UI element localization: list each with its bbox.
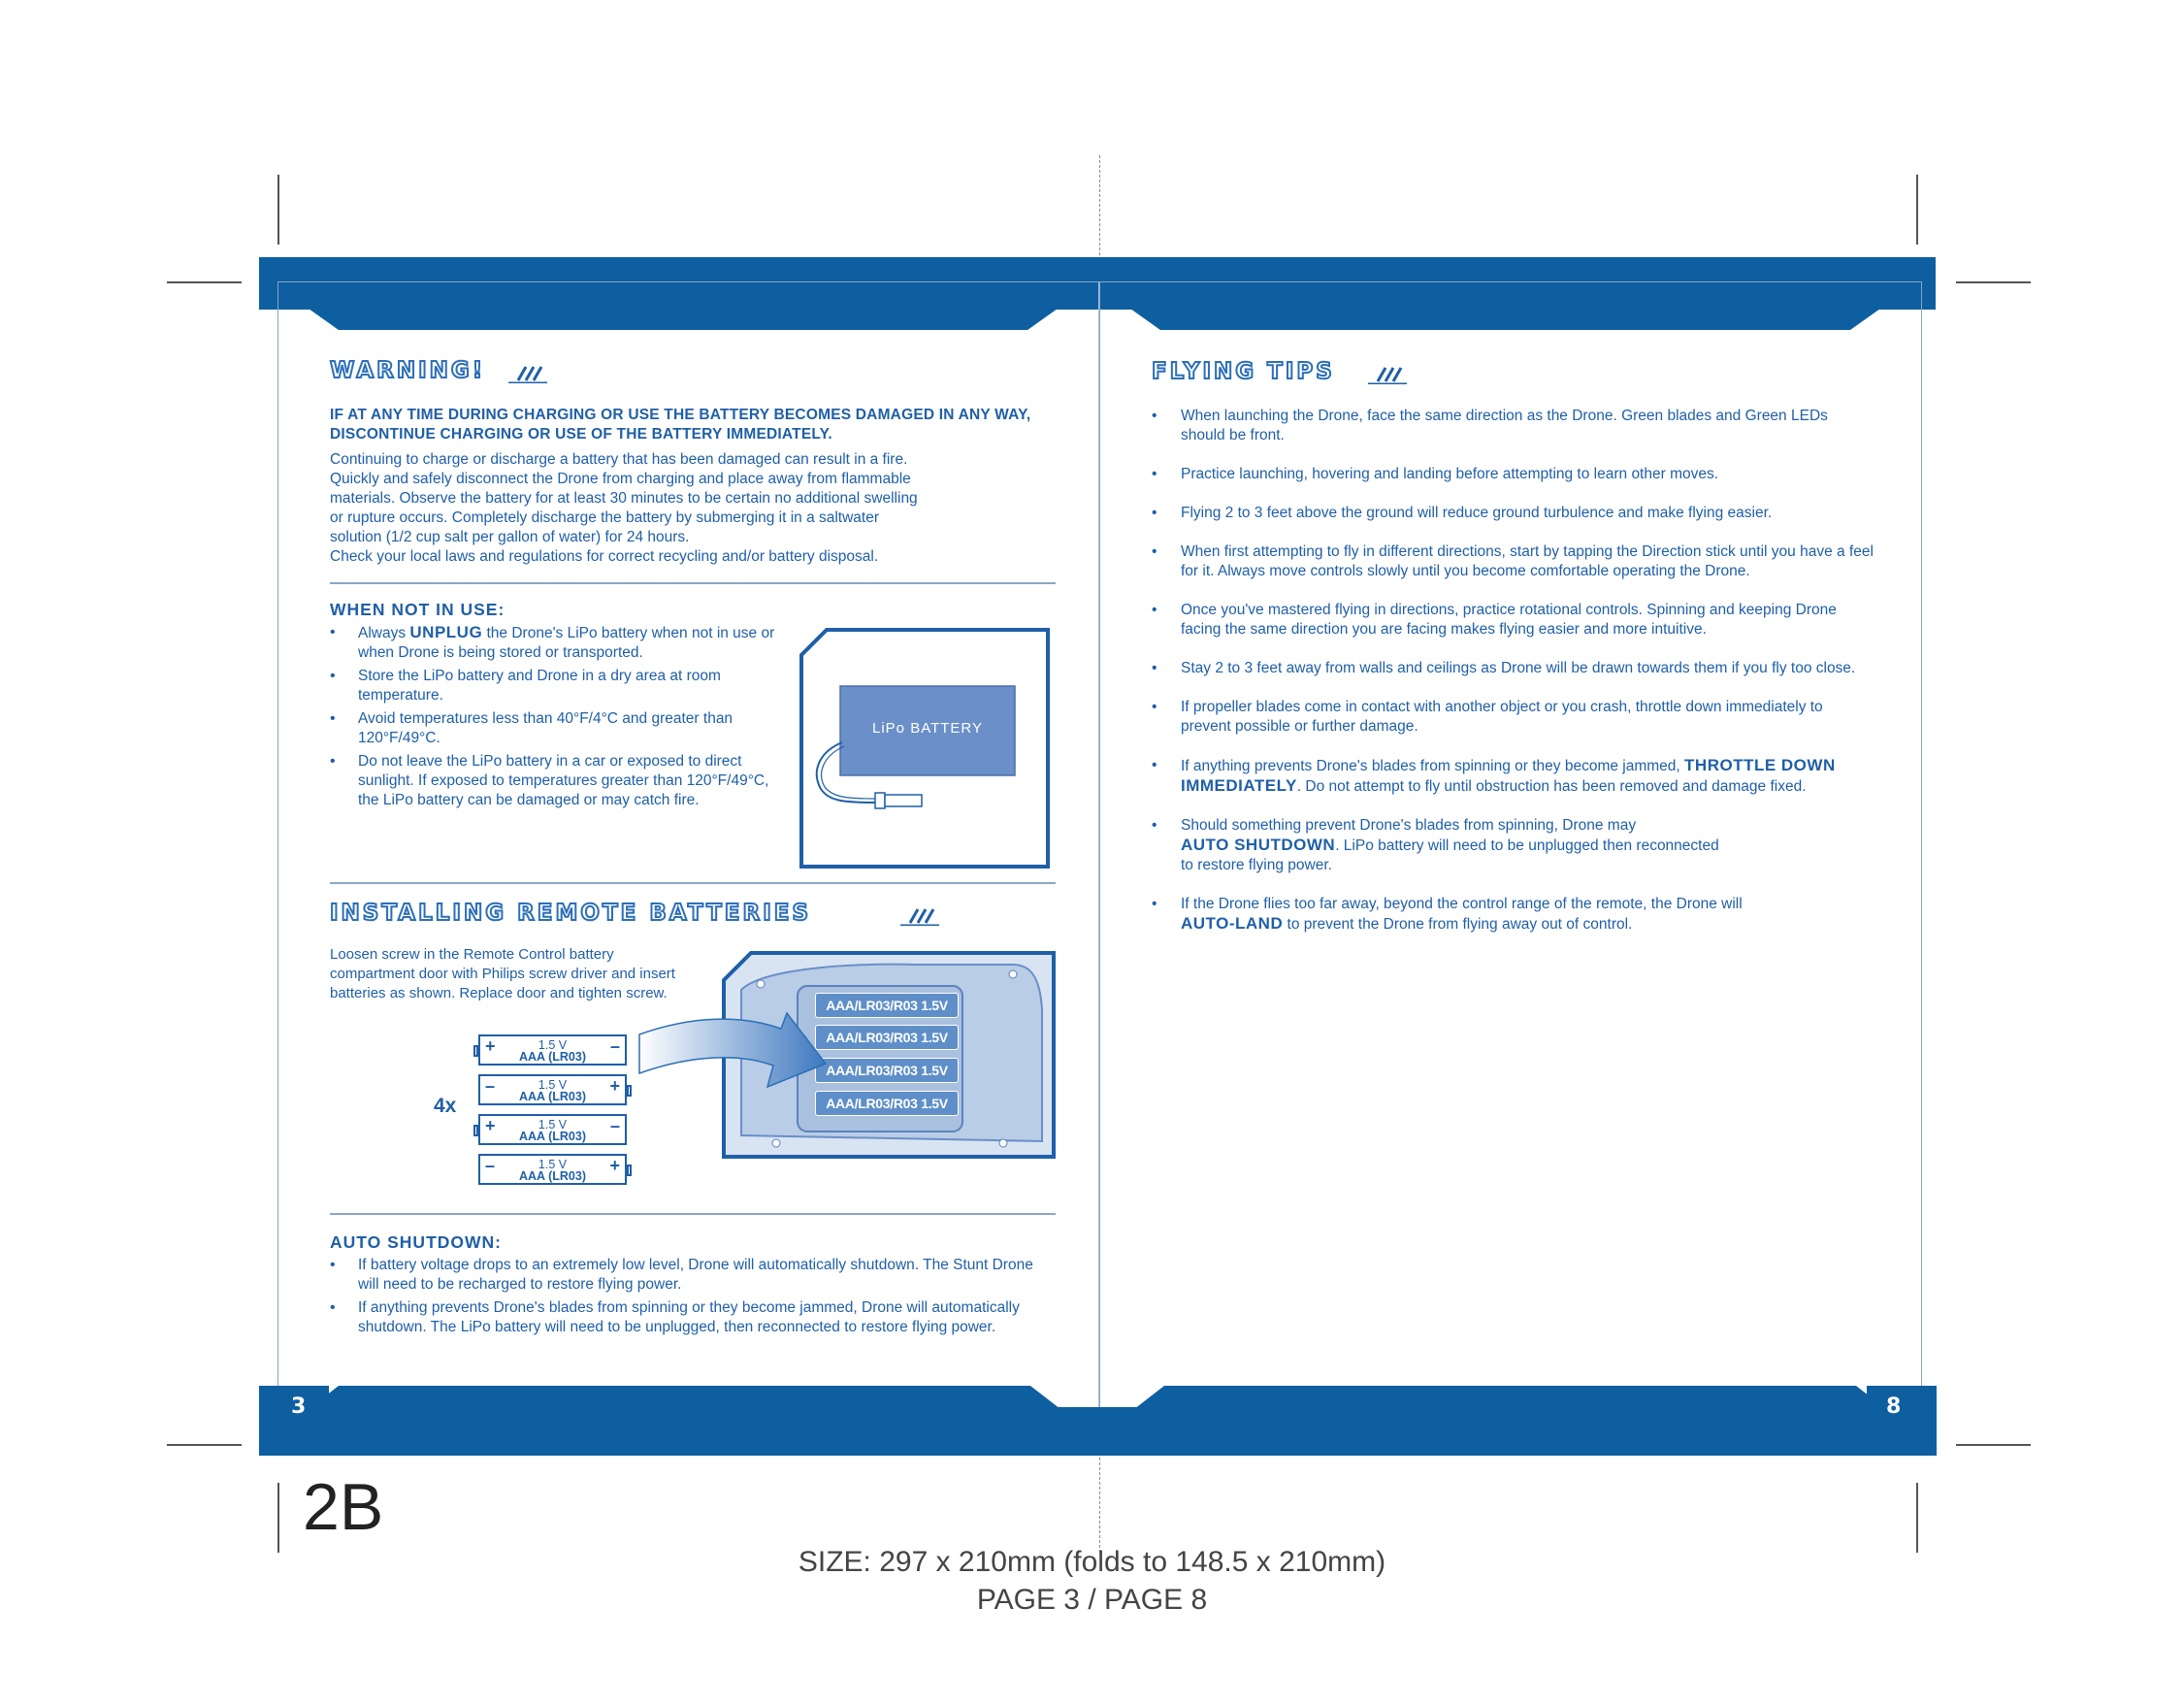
battery-quantity: 4x [434, 1095, 457, 1117]
heading-slashes-icon [508, 364, 557, 383]
page-line: PAGE 3 / PAGE 8 [976, 1584, 1208, 1616]
list-item: • If anything prevents Drone's blades from spinning or they become jammed, Drone will automatically shutdown. The LiPo battery will need to be unplugged, then reconnected to restore flying power. [330, 1298, 1036, 1337]
list-item: • If the Drone flies too far away, beyond the control range of the remote, the Drone will AUTO-LAND to prevent the Drone from flying away out of control. [1152, 895, 1874, 935]
list-item: • Do not leave the LiPo battery in a car or exposed to direct sunlight. If exposed to temperatures greater than 120°F/49°C, the LiPo battery can be damaged or may catch fire. [330, 752, 778, 810]
flying-tips-list [1152, 407, 1874, 935]
bottom-notch-left-fill [309, 1386, 1060, 1409]
warning-bold-line-1: IF AT ANY TIME DURING CHARGING OR USE THE BATTERY BECOMES DAMAGED IN ANY WAY, [330, 407, 1031, 423]
installing-heading: INSTALLING REMOTE BATTERIES [330, 901, 812, 926]
aaa-battery-cell: + 1.5 V AAA (LR03) – [478, 1034, 627, 1066]
page-number-right: 8 [1886, 1394, 1902, 1419]
crop-mark [1956, 281, 2031, 283]
auto-shutdown-list [330, 1256, 1036, 1337]
aaa-battery-cell: – 1.5 V AAA (LR03) + [478, 1154, 627, 1185]
warning-body-line-4: or rupture occurs. Completely discharge the battery by submerging it in a saltwater [330, 509, 880, 526]
list-item: • Store the LiPo battery and Drone in a dry area at room temperature. [330, 667, 778, 705]
crop-mark [277, 1483, 279, 1553]
bottom-banner [259, 1407, 1937, 1456]
crop-mark [1956, 1444, 2031, 1446]
section-divider [330, 1213, 1056, 1215]
bottom-notch-right-fill [1134, 1386, 1886, 1409]
page-number-left: 3 [291, 1394, 307, 1419]
section-divider [330, 882, 1056, 884]
size-line: SIZE: 297 x 210mm (folds to 148.5 x 210mm) [798, 1546, 1386, 1578]
list-item: • Should something prevent Drone's blades from spinning, Drone may AUTO SHUTDOWN. LiPo battery will need to be unplugged then reconnected to restore flying power. [1152, 816, 1874, 875]
remote-battery-slot: AAA/LR03/R03 1.5V [815, 993, 959, 1018]
warning-body-line-2: Quickly and safely disconnect the Drone from charging and place away from flammable [330, 471, 911, 487]
aaa-battery-cell: – 1.5 V AAA (LR03) + [478, 1074, 627, 1105]
insert-arrow-icon [636, 1005, 830, 1112]
list-item: • Always UNPLUG the Drone's LiPo battery when not in use or when Drone is being stored or transported. [330, 623, 778, 663]
not-in-use-list [330, 623, 778, 810]
warning-body-line-1: Continuing to charge or discharge a battery that has been damaged can result in a fire. [330, 451, 908, 468]
crop-mark [167, 1444, 242, 1446]
lipo-battery-label: LiPo BATTERY [872, 720, 983, 737]
not-in-use-heading: WHEN NOT IN USE: [330, 600, 505, 619]
remote-battery-slot: AAA/LR03/R03 1.5V [815, 1058, 959, 1083]
aaa-battery-cell: + 1.5 V AAA (LR03) – [478, 1114, 627, 1145]
auto-shutdown-heading: AUTO SHUTDOWN: [330, 1232, 502, 1252]
warning-heading: WARNING! [330, 358, 486, 383]
warning-bold-line-2: DISCONTINUE CHARGING OR USE OF THE BATTERY IMMEDIATELY. [330, 426, 832, 443]
warning-body-line-3: materials. Observe the battery for at least 30 minutes to be certain no additional swelling [330, 490, 918, 507]
warning-body-line-6: Check your local laws and regulations for correct recycling and/or battery disposal. [330, 548, 879, 565]
list-item: • When first attempting to fly in different directions, start by tapping the Direction stick until you have a feel for it. Always move controls slowly until you become comfortable operating the Drone. [1152, 542, 1874, 581]
crop-mark [277, 175, 279, 245]
lipo-battery-illustration [799, 626, 1050, 869]
heading-slashes-icon [1368, 365, 1417, 384]
list-item: • Flying 2 to 3 feet above the ground will reduce ground turbulence and make flying easier. [1152, 504, 1874, 523]
crop-mark [1916, 175, 1918, 245]
flying-tips-heading: FLYING TIPS [1152, 359, 1335, 384]
list-item: • If propeller blades come in contact with another object or you crash, throttle down immediately to prevent possible or further damage. [1152, 698, 1874, 737]
section-divider [330, 582, 1056, 584]
crop-mark [1916, 1483, 1918, 1553]
installing-instructions: Loosen screw in the Remote Control battery compartment door with Philips screw driver and insert batteries as shown. Replace door and tighten screw. [330, 946, 675, 1001]
crop-mark [167, 281, 242, 283]
remote-battery-slot: AAA/LR03/R03 1.5V [815, 1091, 959, 1116]
remote-battery-slot: AAA/LR03/R03 1.5V [815, 1025, 959, 1050]
list-item: • If anything prevents Drone's blades from spinning or they become jammed, THROTTLE DOWN IMMEDIATELY. Do not attempt to fly until obstruction has been removed and damage fixed. [1152, 756, 1874, 797]
list-item: • If battery voltage drops to an extremely low level, Drone will automatically shutdown. The Stunt Drone will need to be recharged to restore flying power. [330, 1256, 1036, 1295]
list-item: • Once you've mastered flying in directions, practice rotational controls. Spinning and keeping Drone facing the same direction you are facing makes flying easier and more intuitive. [1152, 601, 1874, 640]
heading-slashes-icon [900, 906, 949, 926]
list-item: • Avoid temperatures less than 40°F/4°C and greater than 120°F/49°C. [330, 709, 778, 748]
list-item: • When launching the Drone, face the same direction as the Drone. Green blades and Green LEDs should be front. [1152, 407, 1874, 445]
list-item: • Practice launching, hovering and landing before attempting to learn other moves. [1152, 465, 1874, 484]
list-item: • Stay 2 to 3 feet away from walls and ceilings as Drone will be drawn towards them if you fly too close. [1152, 659, 1874, 678]
version-label: 2B [303, 1470, 384, 1544]
warning-body-line-5: solution (1/2 cup salt per gallon of water) for 24 hours. [330, 529, 690, 545]
